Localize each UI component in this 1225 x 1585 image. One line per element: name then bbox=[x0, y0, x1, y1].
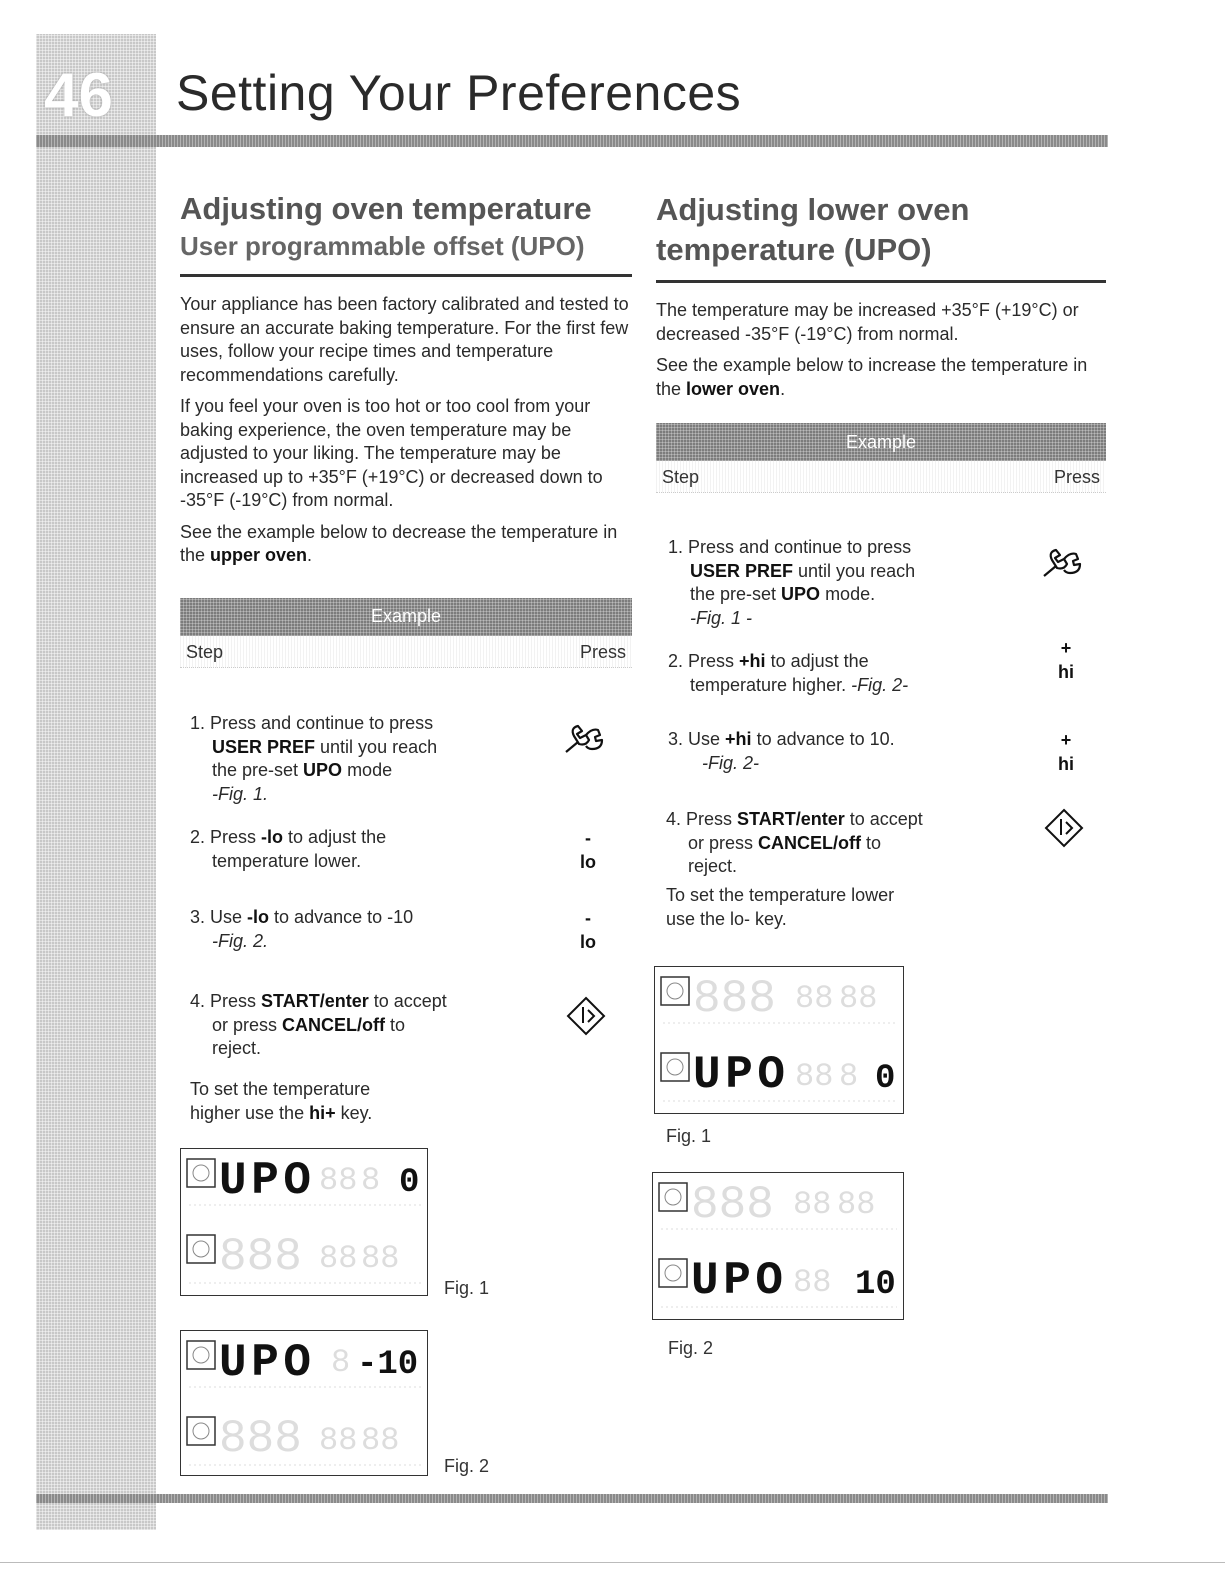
left-section-title: Adjusting oven temperature bbox=[180, 191, 592, 226]
svg-text:88: 88 bbox=[361, 1240, 400, 1277]
left-column bbox=[180, 190, 632, 668]
svg-text:UPO: UPO bbox=[219, 1337, 311, 1389]
left-paragraph-1: Your appliance has been factory calibrated and tested to ensure an accurate baking temperature. For the first few uses, follow your recipe times and temperature recommendations carefully. bbox=[180, 294, 629, 385]
svg-text:88: 88 bbox=[793, 1186, 832, 1223]
left-fig2-label: Fig. 2 bbox=[444, 1456, 490, 1476]
svg-text:88: 88 bbox=[793, 1264, 832, 1301]
svg-text:88: 88 bbox=[319, 1422, 358, 1459]
svg-text:88: 88 bbox=[319, 1162, 358, 1199]
hi-key-label: + hi bbox=[1058, 730, 1074, 774]
header-rule bbox=[36, 135, 1108, 147]
page-title: Setting Your Preferences bbox=[176, 65, 742, 121]
left-fig2-display bbox=[180, 1330, 428, 1476]
svg-text:UPO: UPO bbox=[691, 1255, 783, 1307]
left-note: To set the temperature higher use the hi+ key. bbox=[190, 1079, 373, 1123]
left-step-1: 1. Press and continue to press USER PREF until you reach the pre-set UPO mode -Fig. 1. bbox=[190, 713, 438, 804]
svg-text:8: 8 bbox=[839, 1058, 859, 1095]
svg-text:8: 8 bbox=[361, 1162, 381, 1199]
page-edge bbox=[0, 1562, 1225, 1563]
page-sidebar-band bbox=[36, 34, 156, 1530]
step-column-label: Step bbox=[662, 467, 700, 487]
press-column-label: Press bbox=[1053, 467, 1100, 487]
left-fig1-display bbox=[180, 1148, 428, 1296]
svg-text:88: 88 bbox=[795, 980, 834, 1017]
wrench-icon bbox=[1040, 546, 1084, 587]
right-step-3: 3. Use +hi to advance to 10. -Fig. 2- bbox=[668, 729, 895, 773]
lower-offset-readout: 10 bbox=[855, 1266, 896, 1304]
step-column-label: Step bbox=[186, 641, 224, 662]
right-step-2: 2. Press +hi to adjust the temperature higher. -Fig. 2- bbox=[668, 651, 909, 695]
svg-text:8: 8 bbox=[331, 1344, 351, 1381]
upper-offset-readout: -10 bbox=[357, 1346, 419, 1384]
upper-offset-readout: 0 bbox=[399, 1164, 420, 1202]
svg-text:88: 88 bbox=[795, 1058, 834, 1095]
right-step-header bbox=[656, 461, 1106, 493]
press-column-label: Press bbox=[579, 641, 626, 662]
left-section-rule bbox=[180, 274, 632, 277]
left-step-3: 3. Use -lo to advance to -10 -Fig. 2. bbox=[190, 907, 414, 951]
left-section-subtitle: User programmable offset (UPO) bbox=[180, 231, 585, 261]
left-paragraph-3: See the example below to decrease the temperature in the upper oven. bbox=[180, 521, 618, 565]
right-step-1: 1. Press and continue to press USER PREF until you reach the pre-set UPO mode. -Fig. 1 - bbox=[668, 537, 916, 628]
svg-text:888: 888 bbox=[219, 1413, 302, 1465]
svg-text:88: 88 bbox=[839, 980, 878, 1017]
start-diamond-icon bbox=[1044, 808, 1084, 853]
wrench-icon bbox=[562, 722, 606, 763]
svg-text:88: 88 bbox=[361, 1422, 400, 1459]
hi-key-label: + hi bbox=[1058, 638, 1074, 682]
left-paragraph-2: If you feel your oven is too hot or too cool from your baking experience, the oven temperature may be adjusted to your liking. The temperature may be increased up to +35°F (+19°C) or decreased down to -35°F (-19°C) from normal. bbox=[180, 396, 603, 510]
left-step-2: 2. Press -lo to adjust the temperature lower. bbox=[190, 827, 387, 871]
left-step-4: 4. Press START/enter to accept or press CANCEL/off to reject. bbox=[190, 991, 447, 1058]
right-note: To set the temperature lower use the lo- key. bbox=[666, 885, 895, 929]
upo-readout: UPO bbox=[693, 1049, 785, 1101]
upo-readout: UPO bbox=[219, 1155, 311, 1207]
right-step-4: 4. Press START/enter to accept or press CANCEL/off to reject. bbox=[666, 809, 923, 876]
right-example-bar: Example bbox=[656, 423, 1106, 461]
right-fig2-display bbox=[652, 1172, 904, 1320]
svg-text:88: 88 bbox=[837, 1186, 876, 1223]
lo-key-label: - lo bbox=[580, 828, 596, 872]
right-fig1-label: Fig. 1 bbox=[666, 1126, 712, 1146]
svg-text:88: 88 bbox=[319, 1240, 358, 1277]
right-section-rule bbox=[656, 280, 1106, 283]
svg-text:888: 888 bbox=[693, 973, 776, 1025]
svg-text:888: 888 bbox=[219, 1231, 302, 1283]
right-section-title-line2: temperature (UPO) bbox=[656, 232, 932, 267]
footer-rule bbox=[36, 1494, 1108, 1503]
right-fig1-display bbox=[654, 966, 904, 1114]
right-paragraph-2: See the example below to increase the temperature in the lower oven. bbox=[656, 355, 1088, 399]
right-paragraph-1: The temperature may be increased +35°F (+19°C) or decreased -35°F (-19°C) from normal. bbox=[656, 300, 1079, 344]
right-fig2-label: Fig. 2 bbox=[668, 1338, 714, 1358]
right-section-title-line1: Adjusting lower oven bbox=[656, 192, 970, 227]
lower-offset-readout: 0 bbox=[875, 1060, 896, 1098]
start-diamond-icon bbox=[566, 996, 606, 1041]
lo-key-label: - lo bbox=[580, 908, 596, 952]
page-number: 46 bbox=[44, 61, 113, 130]
svg-text:888: 888 bbox=[691, 1179, 774, 1231]
left-example-bar: Example bbox=[180, 598, 632, 636]
right-column bbox=[656, 190, 1106, 493]
left-step-header bbox=[180, 636, 632, 668]
left-fig1-label: Fig. 1 bbox=[444, 1278, 490, 1298]
